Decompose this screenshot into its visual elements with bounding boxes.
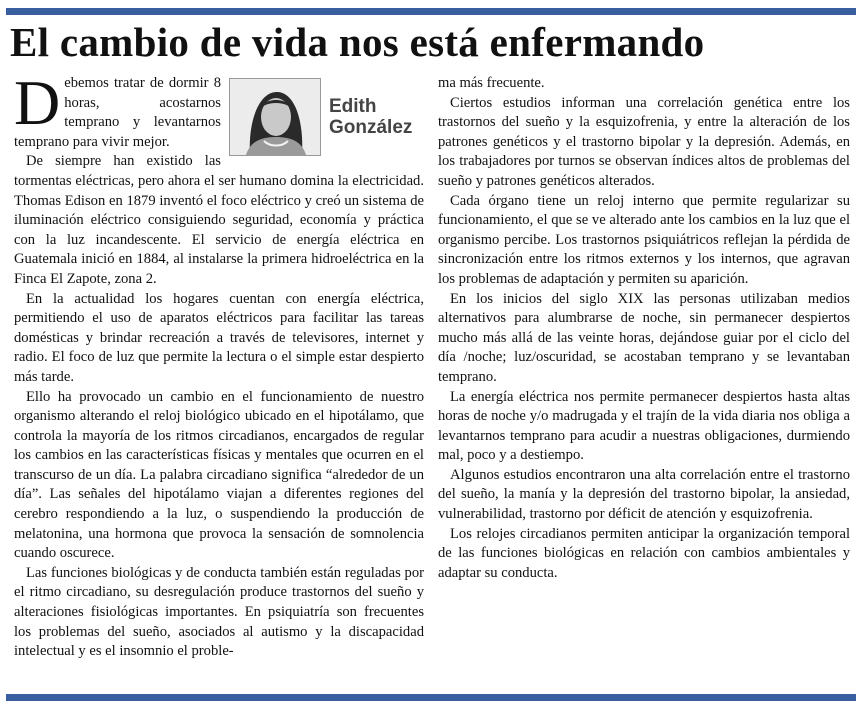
top-rule	[6, 8, 856, 15]
author-first-name: Edith	[329, 96, 377, 117]
author-name	[329, 96, 412, 138]
headline: El cambio de vida nos está enfermando	[10, 19, 705, 65]
bottom-rule	[6, 694, 856, 701]
author-portrait-icon	[230, 79, 320, 155]
author-last-name: González	[329, 117, 413, 138]
author-byline	[229, 76, 424, 156]
paragraph: La energía eléctrica nos permite permanecer despiertos hasta altas horas de noche y/o madrugada y el trajín de la vida diaria nos obliga a levantarnos temprano para acudir a nuestras obligaciones, durmiendo mal, poco y a destiempo.	[438, 388, 850, 464]
author-photo	[229, 78, 321, 156]
paragraph-text: ebemos tratar de dormir 8 horas, acostarnos temprano y levantarnos temprano para vivir mejor.	[14, 75, 221, 150]
paragraph: En los inicios del siglo XIX las personas utilizaban medios alternativos para alumbrarse de noche, sin permanecer despiertos mucho más allá de las veinte horas, dejándose guiar por el ciclo del día /noche; luz/oscuridad, se acostaban temprano y se levantaban temprano.	[438, 290, 850, 385]
paragraph: En la actualidad los hogares cuentan con energía eléctrica, permitiendo el uso de aparatos eléctricos para facilitar las tareas domésticas y brindar recreación a través de televisores, internet y radio. El foco de luz que permite la lectura o el simple estar despierto más tarde.	[14, 290, 424, 385]
paragraph: Los relojes circadianos permiten anticipar la organización temporal de las funciones biológicas en relación con cambios ambientales y adaptar su conducta.	[438, 525, 850, 581]
paragraph: De siempre han existido las tormentas eléctricas, pero ahora el ser humano domina la electricidad. Thomas Edison en 1879 inventó el foco eléctrico y creó un sistema de iluminación eléctrico consiguiendo seguridad, economía y práctica con la luz incandescente. El servicio de energía eléctrica en Guatemala inició en 1884, al instalarse la primera hidroeléctrica en la Finca El Zapote, zona 2.	[14, 153, 424, 287]
dropcap: D	[14, 67, 61, 138]
paragraph: Ello ha provocado un cambio en el funcionamiento de nuestro organismo alterando el reloj biológico ubicado en el hipotálamo, que controla la mayoría de los ritmos circadianos, encargados de regular los cambios en las características físicas y mentales que ocurren en el transcurso de un día. La palabra circadiano significa “alrededor de un día”. Las señales del hipotálamo viajan a diferentes regiones del cerebro respondiendo a la luz, o suspendiendo la producción de melatonina, una hormona que provoca la sensación de somnolencia cuando oscurece.	[14, 388, 424, 562]
column-left	[14, 67, 424, 662]
paragraph: Algunos estudios encontraron una alta correlación entre el trastorno del sueño, la manía y la depresión del trastorno bipolar, la ansiedad, vulnerabilidad, trastorno por déficit de atención y esquizofrenia.	[438, 466, 850, 523]
paragraph: Ciertos estudios informan una correlación genética entre los trastornos del sueño y la esquizofrenia, y entre la alteración de los patrones genéticos y el trastorno bipolar y la depresión. Además, en los trabajadores por turnos se observan índices altos de problemas del sueño y patrones genéticos alterados.	[438, 94, 850, 189]
paragraph: Las funciones biológicas y de conducta también están reguladas por el ritmo circadiano, su desregulación produce trastornos del sueño y alteraciones fisiológicas importantes. En psiquiatría son frecuentes los problemas del sueño, asociados al autismo y la discapacidad intelectual y es el insomnio el proble-	[14, 564, 424, 660]
paragraph: ma más frecuente.	[438, 75, 545, 91]
paragraph: Cada órgano tiene un reloj interno que permite regularizar su funcionamiento, el que se ve alterado ante los cambios en la luz que el organismo percibe. Los trastornos psiquiátricos reflejan la pérdida de sincronización entre los ritmos externos y los internos, que agravan los problemas de adaptación y permiten su aparición.	[438, 192, 850, 287]
column-right	[438, 74, 850, 583]
